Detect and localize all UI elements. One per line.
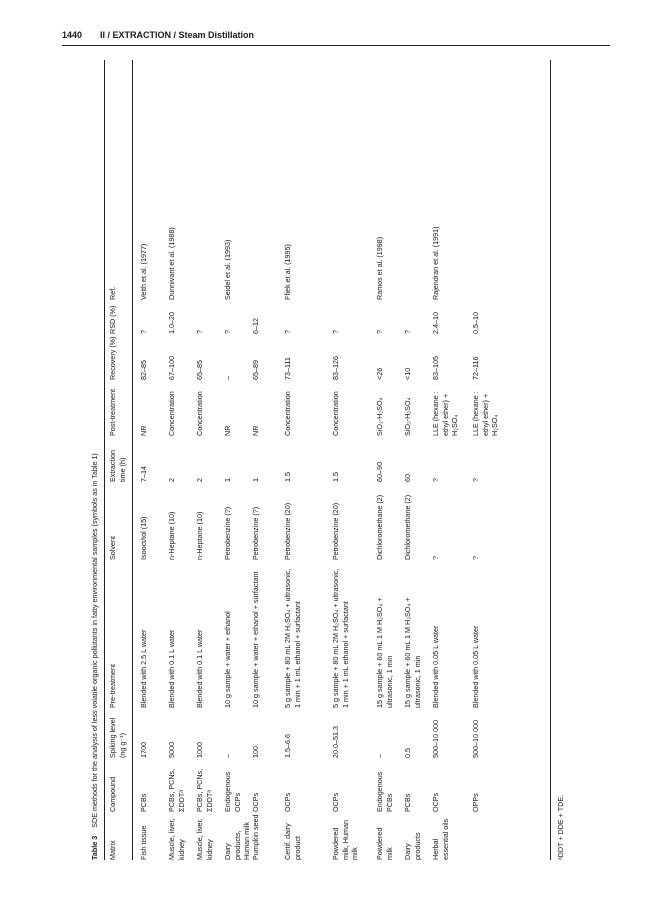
cell-extraction-time: ? (471, 478, 480, 482)
cell-recovery: <10 (403, 367, 412, 380)
cell-compound: OCPs (283, 792, 292, 812)
cell-post-treatment: LLE (hexane : ethyl ether) + H₂SO₄ (471, 391, 500, 436)
cell-pre-treatment: Blended with 2.5 L water (139, 629, 148, 708)
column-header-rsd: RSD (%) (108, 305, 117, 334)
column-header-compound: Compound (108, 776, 117, 812)
cell-post-treatment: Concentration (167, 391, 176, 436)
cell-matrix: Muscle, liver, kidney (195, 818, 214, 860)
cell-post-treatment: NR (251, 425, 260, 436)
cell-spiking-level: 100 (251, 746, 260, 758)
column-header-matrix: Matrix (108, 840, 117, 860)
cell-compound: Endogenous OCPs (223, 771, 242, 812)
cell-solvent: Petrobenzine (?) (223, 506, 232, 560)
cell-spiking-level: 0.5 (403, 748, 412, 758)
cell-solvent: n-Heptane (10) (167, 511, 176, 560)
cell-matrix: Dairy products (403, 832, 422, 860)
cell-compound: PCBs, PCNs, ΣDDTᵃ (167, 768, 186, 812)
cell-solvent: Dichloromethane (2) (375, 494, 384, 560)
cell-extraction-time: 1 (251, 478, 260, 482)
cell-compound: OPPs (471, 793, 480, 812)
cell-spiking-level: 1700 (139, 742, 148, 758)
cell-matrix: Herbal essential oils (431, 818, 450, 860)
cell-rsd: ? (375, 330, 384, 334)
cell-matrix: Dairy products, Human milk (223, 822, 252, 860)
column-header-solvent: Solvent (108, 536, 117, 560)
cell-pre-treatment: 15 g sample + 60 mL 1 M H₂SO₄ + ultrasonic, 1 min (375, 597, 394, 708)
cell-ref: Rajendran et al. (1991) (431, 226, 440, 300)
cell-solvent: ? (431, 556, 440, 560)
cell-post-treatment: NR (139, 425, 148, 436)
cell-matrix: Muscle, liver, kidney (167, 818, 186, 860)
cell-recovery: 65–89 (251, 360, 260, 380)
cell-pre-treatment: 10 g sample + water + ethanol + surfactant (251, 571, 260, 708)
cell-matrix: Powdered milk, Human milk (331, 820, 360, 860)
cell-rsd: ? (331, 330, 340, 334)
cell-recovery: 83–126 (331, 356, 340, 380)
cell-extraction-time: 1.5 (331, 472, 340, 482)
cell-post-treatment: Concentration (331, 391, 340, 436)
cell-spiking-level: 20.0–51.3 (331, 726, 340, 758)
cell-solvent: n-Heptane (10) (195, 511, 204, 560)
cell-extraction-time: 60–90 (375, 462, 384, 482)
cell-recovery: – (223, 376, 232, 380)
rotated-table (86, 60, 586, 860)
column-header-spiking-level: Spiking level (ng g⁻¹) (108, 717, 127, 758)
cell-matrix: Powdered milk (375, 827, 394, 860)
cell-post-treatment: NR (223, 425, 232, 436)
cell-rsd: ? (223, 330, 232, 334)
cell-ref: Dunnivant et al. (1988) (167, 227, 176, 300)
cell-ref: Veith et al. (1977) (139, 243, 148, 300)
cell-rsd: 2.4–10 (431, 312, 440, 334)
cell-recovery: 82–85 (139, 360, 148, 380)
cell-recovery: 65–85 (195, 360, 204, 380)
column-header-post-treatment: Post-treatment (108, 388, 117, 436)
cell-compound: PCBs (139, 793, 148, 812)
cell-rsd: ? (139, 330, 148, 334)
cell-rsd: 1.0–20 (167, 312, 176, 334)
cell-solvent: Isooct/tol (15) (139, 516, 148, 560)
cell-rsd: 6–12 (251, 318, 260, 334)
cell-solvent: Petrobenzine (20) (283, 502, 292, 560)
cell-rsd: ? (403, 330, 412, 334)
cell-rsd: 0.5–10 (471, 312, 480, 334)
cell-compound: PCBs (403, 793, 412, 812)
cell-post-treatment: SiO₂-H₂SO₄ (403, 397, 412, 436)
cell-solvent: ? (471, 556, 480, 560)
header-rule (62, 45, 610, 46)
table-caption-text: SDE methods for the analysis of less volatile organic pollutants in fatty environmental samples (symbols as in Table 1) (90, 453, 99, 828)
cell-pre-treatment: 15 g sample + 60 mL 1 M H₂SO₄ + ultrasonic, 1 min (403, 597, 422, 708)
cell-pre-treatment: Blended with 0.1 L water (195, 629, 204, 708)
cell-compound: OCPs (331, 792, 340, 812)
cell-extraction-time: 2 (195, 478, 204, 482)
cell-spiking-level: 500–10 000 (471, 720, 480, 758)
cell-recovery: <26 (375, 367, 384, 380)
cell-spiking-level: – (375, 754, 384, 758)
cell-recovery: 67–100 (167, 356, 176, 380)
cell-compound: Endogenous PCBs (375, 771, 394, 812)
cell-matrix: Fish tissue (139, 825, 148, 860)
cell-spiking-level: 1.5–6.6 (283, 734, 292, 758)
cell-ref: Seidel et al. (1993) (223, 239, 232, 300)
table-footnote: ᵃDDT + DDE + TDE. (556, 794, 565, 860)
cell-compound: OCPs (431, 792, 440, 812)
cell-compound: PCBs, PCNs, ΣDDTᵃ (195, 768, 214, 812)
table-label: Table 3 (90, 835, 99, 860)
cell-matrix: Pumpkin seed (251, 814, 260, 860)
cell-extraction-time: 2 (167, 478, 176, 482)
table-body (86, 60, 586, 860)
cell-post-treatment: LLE (hexane : ethyl ether) + H₂SO₄ (431, 391, 460, 436)
cell-extraction-time: 1 (223, 478, 232, 482)
cell-ref: Ramos et al. (1998) (375, 236, 384, 300)
cell-recovery: 73–111 (283, 357, 292, 380)
cell-solvent: Dichloromethane (2) (403, 494, 412, 560)
column-header-pre-treatment: Pre-treatment (108, 664, 117, 708)
cell-pre-treatment: Blended with 0.05 L water (431, 625, 440, 708)
cell-spiking-level: 5000 (167, 742, 176, 758)
cell-post-treatment: SiO₂-H₂SO₄ (375, 397, 384, 436)
cell-rsd: ? (283, 330, 292, 334)
cell-pre-treatment: Blended with 0.05 L water (471, 625, 480, 708)
cell-extraction-time: 60 (403, 474, 412, 482)
cell-solvent: Petrobenzine (20) (331, 502, 340, 560)
cell-spiking-level: 1000 (195, 742, 204, 758)
cell-extraction-time: ? (431, 478, 440, 482)
column-header-ref: Ref. (108, 286, 117, 300)
column-header-extraction-time: Extraction time (h) (108, 450, 127, 482)
cell-solvent: Petrobenzine (?) (251, 506, 260, 560)
cell-pre-treatment: Blended with 0.1 L water (167, 629, 176, 708)
cell-post-treatment: Concentration (195, 391, 204, 436)
cell-pre-treatment: 5 g sample + 80 mL 2M H₂SO₄ + ultrasonic, 1 min + 1 mL ethanol + surfactant (331, 568, 350, 708)
cell-pre-treatment: 5 g sample + 80 mL 2M H₂SO₄ + ultrasonic, 1 min + 1 mL ethanol + surfactant (283, 568, 302, 708)
running-title: II / EXTRACTION / Steam Distillation (100, 30, 255, 40)
cell-spiking-level: 500–10 000 (431, 720, 440, 758)
cell-extraction-time: 1.5 (283, 472, 292, 482)
cell-post-treatment: Concentration (283, 391, 292, 436)
cell-matrix: Certif. dairy product (283, 823, 302, 860)
cell-recovery: 83–105 (431, 356, 440, 380)
column-header-recovery: Recovery (%) (108, 336, 117, 380)
page-number: 1440 (62, 30, 83, 40)
cell-compound: OCPs (251, 792, 260, 812)
cell-recovery: 72–116 (471, 356, 480, 380)
cell-spiking-level: – (223, 754, 232, 758)
cell-rsd: ? (195, 330, 204, 334)
cell-extraction-time: 7–14 (139, 466, 148, 482)
page-header (62, 30, 610, 50)
cell-pre-treatment: 10 g sample + water + ethanol (223, 611, 232, 708)
cell-ref: Ffiek et al. (1995) (283, 244, 292, 300)
